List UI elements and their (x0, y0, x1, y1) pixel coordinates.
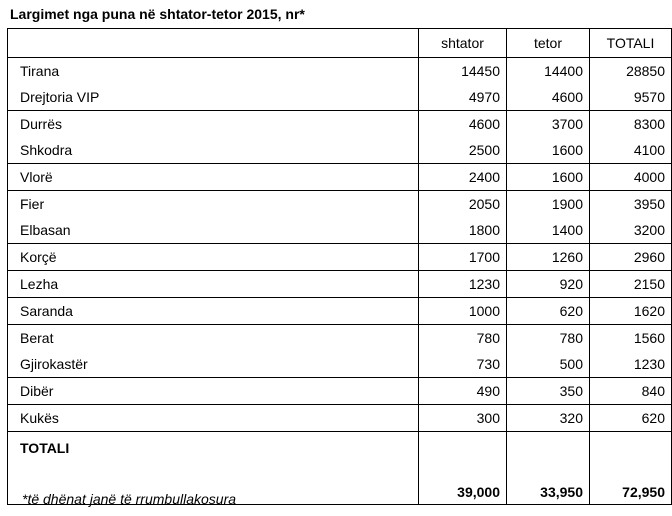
cell-name: Dibër (8, 378, 419, 405)
cell-tetor: 1900 (507, 191, 590, 218)
cell-shtator: 2400 (419, 164, 507, 191)
cell-totali: 620 (590, 405, 672, 432)
cell-tetor: 500 (507, 351, 590, 378)
cell-tetor: 3700 (507, 111, 590, 138)
cell-totali: 2960 (590, 244, 672, 271)
cell-shtator: 1800 (419, 217, 507, 244)
table-row (8, 217, 672, 244)
cell-name: Kukës (8, 405, 419, 432)
table-row (8, 271, 672, 298)
cell-tetor: 920 (507, 271, 590, 298)
header-cell-totali: TOTALI (590, 29, 672, 58)
cell-totali: 2150 (590, 271, 672, 298)
cell-name: Lezha (8, 271, 419, 298)
cell-shtator: 730 (419, 351, 507, 378)
table-header-row (8, 29, 672, 58)
header-cell-name (8, 29, 419, 58)
cell-tetor: 1400 (507, 217, 590, 244)
cell-tetor: 1260 (507, 244, 590, 271)
cell-totali: 1230 (590, 351, 672, 378)
header-cell-tetor: tetor (507, 29, 590, 58)
total-shtator: 39,000 (419, 432, 507, 505)
total-tetor: 33,950 (507, 432, 590, 505)
total-totali: 72,950 (590, 432, 672, 505)
cell-shtator: 14450 (419, 58, 507, 85)
cell-tetor: 320 (507, 405, 590, 432)
cell-name: Durrës (8, 111, 419, 138)
cell-name: Saranda (8, 298, 419, 325)
cell-totali: 840 (590, 378, 672, 405)
table-row (8, 137, 672, 164)
table-row (8, 191, 672, 218)
cell-shtator: 1700 (419, 244, 507, 271)
cell-shtator: 2050 (419, 191, 507, 218)
cell-totali: 1620 (590, 298, 672, 325)
cell-tetor: 620 (507, 298, 590, 325)
cell-name: Vlorë (8, 164, 419, 191)
cell-shtator: 4600 (419, 111, 507, 138)
cell-tetor: 1600 (507, 164, 590, 191)
cell-shtator: 780 (419, 325, 507, 352)
cell-name: Tirana (8, 58, 419, 85)
cell-shtator: 490 (419, 378, 507, 405)
cell-name: Korçë (8, 244, 419, 271)
cell-tetor: 350 (507, 378, 590, 405)
header-cell-shtator: shtator (419, 29, 507, 58)
table-row (8, 325, 672, 352)
table-row (8, 84, 672, 111)
cell-totali: 1560 (590, 325, 672, 352)
cell-totali: 9570 (590, 84, 672, 111)
cell-name: Elbasan (8, 217, 419, 244)
cell-totali: 8300 (590, 111, 672, 138)
cell-shtator: 2500 (419, 137, 507, 164)
cell-shtator: 1000 (419, 298, 507, 325)
cell-totali: 28850 (590, 58, 672, 85)
cell-shtator: 1230 (419, 271, 507, 298)
cell-name: Shkodra (8, 137, 419, 164)
cell-totali: 3950 (590, 191, 672, 218)
table-row (8, 244, 672, 271)
table-row (8, 58, 672, 85)
total-label: TOTALI (8, 432, 419, 505)
cell-tetor: 4600 (507, 84, 590, 111)
table-row (8, 164, 672, 191)
cell-name: Drejtoria VIP (8, 84, 419, 111)
cell-tetor: 14400 (507, 58, 590, 85)
table-row (8, 351, 672, 378)
cell-shtator: 4970 (419, 84, 507, 111)
cell-name: Berat (8, 325, 419, 352)
cell-totali: 4100 (590, 137, 672, 164)
cell-tetor: 1600 (507, 137, 590, 164)
cell-name: Fier (8, 191, 419, 218)
table-title: Largimet nga puna në shtator-tetor 2015, nr* (10, 6, 305, 22)
table-row (8, 405, 672, 432)
footnote: *të dhënat janë të rrumbullakosura (22, 491, 237, 507)
table-row (8, 298, 672, 325)
cell-tetor: 780 (507, 325, 590, 352)
table-row (8, 111, 672, 138)
cell-totali: 3200 (590, 217, 672, 244)
cell-name: Gjirokastër (8, 351, 419, 378)
table-row (8, 378, 672, 405)
cell-shtator: 300 (419, 405, 507, 432)
cell-totali: 4000 (590, 164, 672, 191)
dismissals-table (7, 28, 672, 505)
